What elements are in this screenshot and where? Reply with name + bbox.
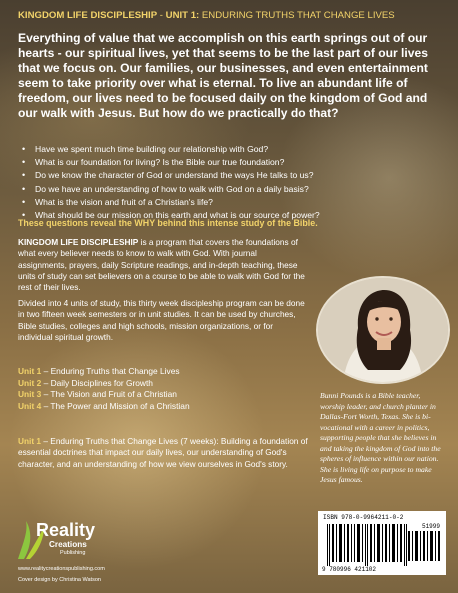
- unit-row-title: – The Power and Mission of a Christian: [41, 400, 190, 411]
- unit-row-title: – The Vision and Fruit of a Christian: [41, 389, 177, 400]
- author-bio: Bunni Pounds is a Bible teacher, worship leader, and church planter in Dallas-Fort Worth, Texas. She is bi-vocational with a career in politics, supporting people that she believes in and taking the kingdom of God into the spheres of influence within our nation. She is living life on purpose to make Jesus famous.: [320, 391, 441, 484]
- unit-row-label: Unit 3: [18, 389, 42, 400]
- bullet-icon: •: [22, 209, 26, 220]
- publisher-sub: Creations: [49, 540, 87, 549]
- bullet-icon: •: [22, 196, 26, 207]
- question-item: [22, 197, 442, 208]
- question-item: [22, 170, 442, 181]
- program-name: KINGDOM LIFE DISCIPLESHIP: [18, 237, 139, 247]
- unit-row-label: Unit 2: [18, 377, 42, 388]
- program-description-text: is a program that covers the foundations of what every believer needs to know to walk with God. With journal assignments, prayers, daily Scripture readings, and in-depth teaching, these units of study can set believers on a course to be able to walk with God for the rest of their lives.: [18, 237, 305, 293]
- unit1-label: Unit 1: [18, 436, 42, 446]
- unit-row: [18, 378, 306, 390]
- barcode-number: 9 780996 421102: [322, 566, 377, 573]
- unit1-description: [18, 436, 308, 470]
- header: [18, 10, 448, 21]
- question-text: Have we spent much time building our relationship with God?: [35, 144, 269, 154]
- question-item: [22, 184, 442, 195]
- website-link[interactable]: www.realitycreationspublishing.com: [18, 566, 105, 572]
- unit-row-label: Unit 4: [18, 400, 42, 411]
- bullet-icon: •: [22, 183, 26, 194]
- author-photo: [316, 276, 450, 384]
- question-text: What is the vision and fruit of a Christian's life?: [35, 196, 213, 207]
- unit-label: UNIT 1:: [165, 10, 200, 21]
- cover-credit: Cover design by Christina Watson: [18, 577, 101, 583]
- unit-row: [18, 401, 306, 413]
- price-code: 51999: [421, 523, 440, 530]
- unit-row-label: Unit 1: [18, 366, 42, 376]
- bullet-icon: •: [22, 170, 26, 181]
- structure-description: Divided into 4 units of study, this thirty week discipleship program can be done in two fifteen week semesters or in unit studies. It can be used by churches, Bible studies, colleges and high schools, mission organizations, or for individual spiritual growth.: [18, 298, 305, 342]
- header-separator: -: [157, 10, 166, 21]
- why-statement: These questions reveal the WHY behind this intense study of the Bible.: [18, 218, 318, 228]
- unit-subtitle: ENDURING TRUTHS THAT CHANGE LIVES: [199, 10, 395, 21]
- question-text: What is our foundation for living? Is the Bible our true foundation?: [35, 157, 285, 168]
- series-name: KINGDOM LIFE DISCIPLESHIP: [18, 10, 158, 21]
- unit-list: [18, 366, 306, 412]
- question-text: Do we have an understanding of how to walk with God on a daily basis?: [35, 183, 309, 194]
- unit-row-title: – Enduring Truths that Change Lives: [41, 366, 180, 376]
- isbn-barcode: [318, 511, 446, 575]
- question-item: [22, 157, 442, 168]
- question-text: What should be our mission on this earth and what is our source of power?: [35, 209, 320, 220]
- unit1-description-text: – Enduring Truths that Change Lives (7 weeks): Building a foundation of essential doctrines that impact our daily lives, our understanding of God's character, and an understanding of how we view ourselves in God's story.: [18, 436, 308, 469]
- question-item: [22, 144, 442, 155]
- price-barcode-icon: [408, 531, 440, 561]
- unit-row-title: – Daily Disciplines for Growth: [41, 377, 153, 388]
- intro-paragraph: Everything of value that we accomplish on this earth springs out of our hearts - our spiritual lives, yet that seems to be the last part of our lives that we focus on. Our families, our businesses, and even entertainment seem to take priority over what is eternal. To live an abundant life of freedom, our lives need to be focused daily on the kingdom of God and our walk with Jesus. But how do we practically do that?: [18, 31, 428, 120]
- program-description: [18, 237, 306, 293]
- bullet-icon: •: [22, 157, 26, 168]
- unit-row: [18, 366, 306, 378]
- publisher-name: Reality: [36, 520, 96, 540]
- isbn-text: ISBN 978-0-9964211-0-2: [323, 514, 404, 521]
- unit-row: [18, 389, 306, 401]
- barcode-bars-icon: [327, 524, 407, 566]
- bullet-icon: •: [22, 144, 26, 154]
- publisher-sub2: Publishing: [60, 550, 86, 556]
- question-text: Do we know the character of God or understand the ways He talks to us?: [35, 170, 314, 181]
- question-list: [22, 144, 442, 223]
